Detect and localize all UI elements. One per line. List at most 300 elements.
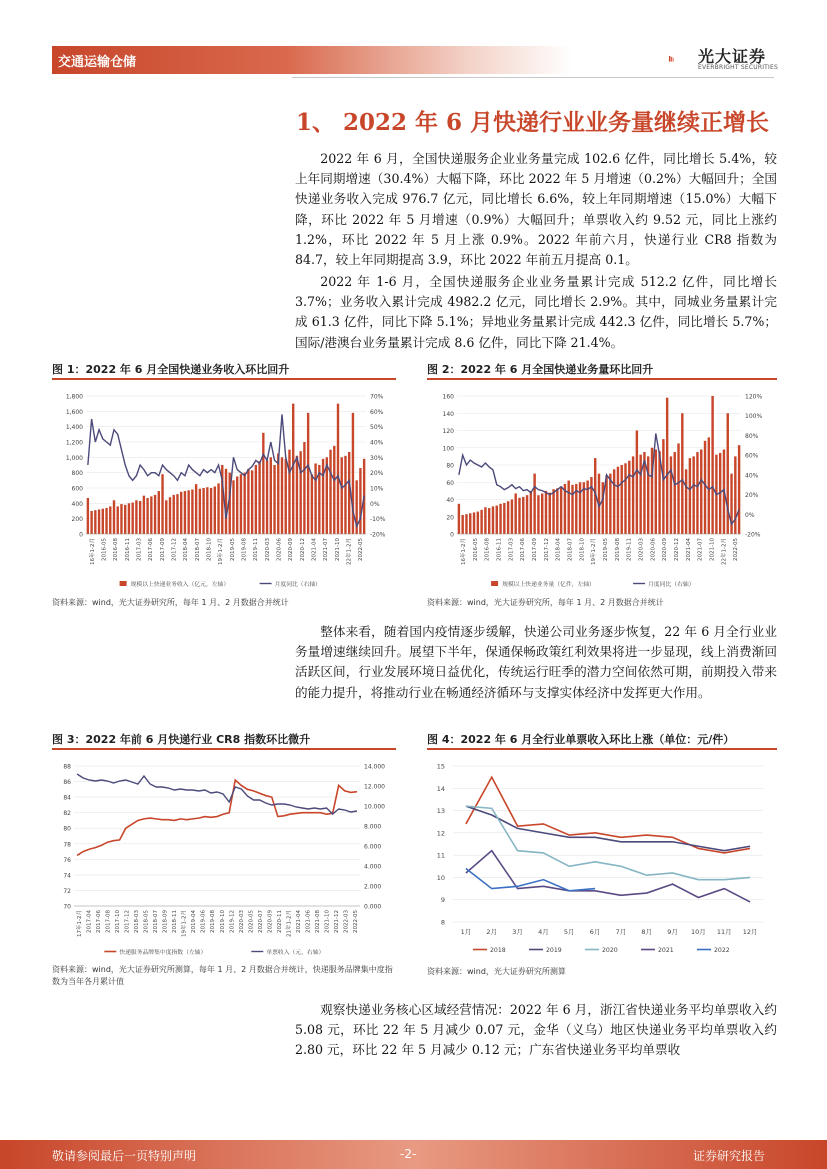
y-left-tick-label: 84 [63,794,71,802]
figure-2-source: 资料来源：wind，光大证券研究所，每年 1 月、2 月数据合并统计 [427,598,664,607]
y-left-tick-label: 72 [63,887,71,895]
x-tick-label: 2020-09 [267,910,274,933]
bar [292,404,294,534]
x-tick-label: 2016-11 [124,538,131,561]
bar [232,480,234,534]
x-tick-label: 2020-06 [276,538,283,561]
bar [199,489,201,534]
bar [266,460,268,534]
x-tick-label: 2022-05 [733,538,740,561]
bar [285,459,287,534]
bar [102,509,104,534]
x-tick-label: 16年1-2月 [89,538,96,565]
bar [560,487,562,534]
y-left-tick-label: 120 [442,428,454,435]
bar [281,457,283,534]
bar [530,491,532,534]
bar [344,456,346,534]
x-tick-label: 2017-04 [86,910,93,933]
bar [670,456,672,534]
bar [195,484,197,534]
series-line-2021 [466,851,750,902]
legend-swatch [491,581,498,586]
x-tick-label: 2016-05 [472,538,479,561]
legend-label: 快递服务品牌集中度指数（左轴） [119,950,207,956]
y-left-tick-label: 1,400 [65,424,83,432]
bar [541,493,543,534]
x-tick-label: 2022-05 [353,910,360,933]
bar [131,503,133,534]
y-right-tick-label: 0% [745,511,755,519]
figure-1-source: 资料来源：wind，光大证券研究所，每年 1 月、2 月数据合并统计 [52,598,289,607]
bar [187,490,189,534]
x-tick-label: 2017-12 [543,538,550,561]
bar [621,465,623,534]
x-tick-label: 2017-06 [148,538,155,561]
bar [128,503,130,534]
x-tick-label: 2018-04 [555,538,562,561]
bar [359,468,361,534]
x-tick-label: 2016-08 [113,538,120,561]
bar [488,508,490,534]
x-tick-label: 2017-12 [171,538,178,561]
bar [567,481,569,534]
y-left-tick-label: 0 [79,531,83,539]
y-left-tick-label: 80 [446,462,454,470]
x-tick-label: 2019-11 [626,538,633,561]
x-tick-label: 2021-08 [315,910,322,933]
x-tick-label: 2020-09 [662,538,669,561]
bar [692,456,694,534]
legend-label: 2019 [546,947,562,954]
figure-3-chart [52,752,396,960]
legend-swatch [120,581,127,586]
bar [258,461,260,534]
bar [711,396,713,534]
bar [225,469,227,534]
x-tick-label: 2022-05 [358,538,365,561]
bar [288,450,290,534]
figure-2-chart [427,382,777,592]
bar [590,477,592,534]
x-tick-label: 1月 [460,928,472,936]
x-tick-label: 10月 [691,928,706,936]
figure-4-source: 资料来源：wind，光大证券研究所测算 [427,967,566,976]
bar [674,452,676,534]
bar [180,492,182,534]
y-tick-label: 8 [440,918,445,927]
y-tick-label: 11 [436,851,445,860]
bar [613,469,615,534]
bar [113,500,115,534]
x-tick-label: 2018-09 [162,910,169,933]
header-section-label: 交通运输仓储 [58,55,137,70]
y-right-tick-label: 120% [745,393,763,401]
bar [522,497,524,534]
y-right-tick-label: 30% [370,454,384,462]
y-right-tick-label: 10.000 [364,803,385,811]
y-tick-label: 14 [436,784,445,793]
y-tick-label: 9 [440,896,445,905]
x-tick-label: 2021-07 [697,538,704,561]
bar [314,463,316,534]
y-right-tick-label: 40% [745,472,759,480]
bar [647,456,649,534]
footer-page-number: -2- [400,1147,417,1161]
bar [109,506,111,534]
x-tick-label: 2018-04 [183,538,190,561]
bar [150,496,152,534]
bar [556,488,558,534]
bar [655,449,657,534]
bar [518,498,520,534]
bar [255,465,257,534]
bar [734,456,736,534]
y-right-tick-label: -20% [745,531,761,539]
figure-1-rule [52,378,396,380]
bar [465,514,467,534]
bar [94,510,96,534]
bar [240,474,242,534]
bar [639,455,641,534]
bar [333,446,335,534]
bar [484,507,486,534]
bar [609,474,611,534]
footer-disclaimer: 敬请参阅最后一页特别声明 [52,1149,197,1163]
y-left-tick-label: 88 [63,763,71,771]
bar [161,474,163,534]
bar [499,504,501,534]
x-tick-label: 17年1-2月 [76,910,83,937]
series-line-right [77,774,357,814]
bar [696,452,698,534]
series-line-2020 [466,806,750,880]
bar [117,506,119,534]
y-right-tick-label: 6.000 [364,843,382,851]
x-tick-label: 2020-07 [257,910,264,933]
bar [571,485,573,534]
y-left-tick-label: 76 [63,856,71,864]
x-tick-label: 2021-10 [334,538,341,561]
y-left-tick-label: 800 [71,470,83,478]
figure-2-rule [427,378,777,380]
bar [277,454,279,535]
bar [677,443,679,534]
y-left-tick-label: 1,800 [65,393,83,401]
y-left-tick-label: 60 [446,479,454,487]
paragraph-1: 2022 年 6 月，全国快递服务企业业务量完成 102.6 亿件，同比增长 5.4%，较上年同期增速（30.4%）大幅下降，环比 2022 年 5 月增速（0.2%）大幅回升；全国快递业务收入完成 976.7 亿元，同比增长 6.6%，较上年同期增速（15.0%）大幅下降，环比 2022 年 5 月增速（0.9%）大幅回升；单票收入约 9.52 元，同比上涨约 1.2%，环比 2022 年 5 月上涨 0.9%。2022 年前六月，快递行业 CR8 指数为 84.7，较上年同期提高 3.9，环比 2022 年前五月提高 0.1。 [295,151,777,268]
x-tick-label: 9月 [667,928,678,936]
bar [329,450,331,534]
x-tick-label: 2018-03 [133,910,140,933]
x-tick-label: 16年1-2月 [460,538,467,565]
bar [139,501,141,534]
x-tick-label: 12月 [742,928,758,936]
x-tick-label: 2020-06 [650,538,657,561]
logo-subtext: EVERBRIGHT SECURITIES [698,64,778,71]
x-tick-label: 2016-08 [484,538,491,561]
x-tick-label: 6月 [589,928,601,936]
legend-label: 2022 [714,947,730,954]
x-tick-label: 2020-09 [288,538,295,561]
y-left-tick-label: 82 [63,810,71,818]
y-left-tick-label: 400 [71,500,83,508]
bar [473,512,475,534]
y-tick-label: 15 [436,762,445,771]
bar [169,497,171,534]
bar [341,457,343,534]
bar [311,474,313,534]
bar [217,483,219,534]
y-right-tick-label: 100% [745,413,763,421]
bar [461,515,463,534]
x-tick-label: 2020-12 [299,538,306,561]
y-right-tick-label: 60% [745,452,759,460]
bar [296,456,298,534]
y-right-tick-label: 10% [370,485,384,493]
x-tick-label: 2018-07 [194,538,201,561]
bar [154,495,156,534]
y-right-tick-label: 0% [370,500,380,508]
bar [624,463,626,534]
bar [337,404,339,534]
bar [299,451,301,534]
x-tick-label: 2020-05 [248,910,255,933]
y-left-tick-label: 86 [63,779,71,787]
x-tick-label: 2019-10 [219,910,226,933]
bar [579,482,581,534]
bar [477,512,479,534]
bar [738,445,740,534]
x-tick-label: 2021-12 [334,910,341,933]
bar [700,449,702,534]
bar [98,509,100,534]
figure-2-title: 图 2：2022 年 6 月全国快递业务量环比回升 [427,363,654,376]
legend-label: 规模以上快递业务量（亿件，左轴） [502,582,595,588]
y-left-tick-label: 80 [63,825,71,833]
footer-report-type: 证券研究报告 [693,1149,766,1163]
bar [120,504,122,534]
figure-1-chart [52,382,396,592]
bar [262,433,264,534]
x-tick-label: 2017-06 [520,538,527,561]
y-left-tick-label: 140 [442,410,454,418]
x-tick-label: 2019-06 [200,910,207,933]
bar [322,459,324,534]
y-right-tick-label: -20% [370,531,386,539]
y-left-tick-label: 160 [442,393,454,401]
y-left-tick-label: 40 [446,497,454,504]
x-tick-label: 8月 [641,928,653,936]
y-left-tick-label: 200 [71,516,83,524]
x-tick-label: 2017-09 [159,538,166,561]
y-left-tick-label: 100 [442,445,454,453]
y-right-tick-label: 80% [745,432,759,440]
bar [503,503,505,534]
x-tick-label: 2020-03 [238,910,245,933]
x-tick-label: 2019-05 [602,538,609,561]
x-tick-label: 2017-06 [95,910,102,933]
bar [135,500,137,534]
bar [507,501,509,534]
bar [158,491,160,534]
bar [533,474,535,534]
x-tick-label: 2021-06 [305,910,312,933]
legend-label: 月度同比（右轴） [648,582,695,588]
x-tick-label: 2021-04 [685,538,692,561]
series-line-2019 [466,806,750,851]
x-tick-label: 4月 [538,928,549,936]
legend-label: 2021 [658,947,674,954]
bar [514,493,516,534]
x-tick-label: 22年1-2月 [346,538,353,565]
x-tick-label: 2018-07 [567,538,574,561]
bar [236,477,238,535]
bar [176,494,178,534]
x-tick-label: 2019-08 [210,910,217,933]
bar [270,457,272,534]
x-tick-label: 2016-05 [101,538,108,561]
bar [247,469,249,534]
x-tick-label: 2018-05 [143,910,150,933]
x-tick-label: 2021-10 [324,910,331,933]
x-tick-label: 19年1-2月 [218,538,225,565]
x-tick-label: 2022-03 [343,910,350,933]
bar [526,495,528,534]
y-right-tick-label: 14.000 [364,763,385,771]
y-left-tick-label: 1,600 [65,408,83,416]
y-left-tick-label: 1,200 [65,439,83,447]
x-tick-label: 5月 [563,928,575,936]
figure-4-chart [427,752,777,960]
bar [552,489,554,534]
bar [727,413,729,534]
bar [210,488,212,534]
x-tick-label: 2月 [486,928,498,936]
bar [662,439,664,534]
x-tick-label: 22年1-2月 [721,538,728,565]
x-tick-label: 2017-03 [508,538,515,561]
x-tick-label: 19年1-2月 [591,538,598,565]
x-tick-label: 2021-10 [709,538,716,561]
bar [146,498,148,534]
bar [511,500,513,535]
x-tick-label: 2019-04 [191,910,198,933]
y-right-tick-label: 8.000 [364,823,382,831]
figure-3-source: 资料来源：wind，光大证券研究所测算，每年 1 月、2 月数据合并统计，快递服务品牌集中度指数为当年各月累计值 [52,965,393,986]
y-tick-label: 12 [436,829,445,838]
figure-3-title: 图 3：2022 年前 6 月快递行业 CR8 指数环比微升 [52,733,311,746]
x-tick-label: 19年1-2月 [181,910,188,937]
bar [617,467,619,534]
y-right-tick-label: -10% [370,516,386,524]
figure-4-title: 图 4：2022 年 6 月全行业单票收入环比上涨（单位：元/件） [427,733,735,746]
bar [206,487,208,534]
bar [165,500,167,534]
bar [191,490,193,534]
x-tick-label: 2021-04 [311,538,318,561]
x-tick-label: 2019-12 [229,910,236,933]
y-right-tick-label: 2.000 [364,883,382,891]
everbright-logo-icon [668,44,694,74]
header-divider [292,77,774,78]
figure-1-title: 图 1：2022 年 6 月全国快递业务收入环比回升 [52,363,290,376]
x-tick-label: 2019-11 [253,538,260,561]
bar [184,491,186,534]
legend-label: 2020 [602,947,618,954]
y-right-tick-label: 40% [370,439,384,447]
x-tick-label: 2021-07 [323,538,330,561]
bar [273,465,275,534]
x-tick-label: 2017-08 [105,910,112,933]
y-right-tick-label: 0.000 [364,903,382,911]
x-tick-label: 2017-10 [114,910,121,933]
bar [704,441,706,534]
bar [251,470,253,534]
x-tick-label: 2019-08 [241,538,248,561]
legend-label: 月度同比（右轴） [274,582,321,588]
bar [666,398,668,534]
y-right-tick-label: 70% [370,393,384,401]
x-tick-label: 2020-12 [673,538,680,561]
bar [708,437,710,534]
logo-text: 光大证券 [698,47,767,66]
bar [143,496,145,534]
bar [545,491,547,534]
legend-label: 2018 [490,947,506,954]
bar [628,461,630,534]
y-left-tick-label: 74 [63,872,71,880]
x-tick-label: 2018-10 [579,538,586,561]
x-tick-label: 2021-04 [296,910,303,933]
bar [632,456,634,534]
bar [689,458,691,534]
x-tick-label: 7月 [615,928,627,936]
x-tick-label: 2018-11 [172,910,179,933]
bar [549,493,551,534]
legend-label: 规模以上快递业务收入（亿元，左轴） [130,582,230,588]
bar [685,469,687,534]
x-tick-label: 2018-10 [206,538,213,561]
y-left-tick-label: 0 [450,531,454,539]
x-tick-label: 2018-07 [153,910,160,933]
y-tick-label: 10 [436,873,445,882]
y-left-tick-label: 70 [63,903,71,911]
y-tick-label: 13 [436,807,445,816]
bar [537,495,539,534]
y-right-tick-label: 4.000 [364,863,382,871]
paragraph-3: 整体来看，随着国内疫情逐步缓解，快递公司业务逐步恢复，22 年 6 月全行业业务量增速继续回升。展望下半年，保通保畅政策红利效果将进一步显现，线上消费渐回活跃区间，行业发展环境日益优化，传统运行旺季的潜力空间依然可期，前期投入带来的能力提升，将推动行业在畅通经济循环与支撑实体经济中发挥更大作用。 [295,624,777,700]
x-tick-label: 2017-03 [136,538,143,561]
y-right-tick-label: 20% [745,492,759,500]
bar [458,504,460,534]
figure-3-rule [52,748,396,750]
bar [173,495,175,534]
bar [214,486,216,534]
figure-4-rule [427,748,777,750]
y-left-tick-label: 20 [446,514,454,522]
bar [636,431,638,535]
x-tick-label: 2020-11 [276,910,283,933]
paragraph-2: 2022 年 1-6 月，全国快递服务企业业务量累计完成 512.2 亿件，同比增长 3.7%；业务收入累计完成 4982.2 亿元，同比增长 2.9%。其中，同城业务量累计完成 61.3 亿件，同比下降 5.1%；异地业务量累计完成 442.3 亿件，同比增长 5.7%；国际/港澳台业务量累计完成 8.6 亿件，同比下降 21.4%。 [295,274,777,350]
bar [90,511,92,534]
y-left-tick-label: 78 [63,841,71,849]
x-tick-label: 2017-09 [531,538,538,561]
bar [124,505,126,534]
paragraph-4: 观察快递业务核心区域经营情况：2022 年 6 月，浙江省快递业务平均单票收入约 5.08 元，环比 22 年 5 月减少 0.07 元，金华（义乌）地区快递业务平均单票收入约 2.80 元，环比 22 年 5 月减少 0.12 元；广东省快递业务平均单票收 [295,1002,777,1058]
x-tick-label: 21年1-2月 [286,910,293,937]
bar [307,413,309,534]
